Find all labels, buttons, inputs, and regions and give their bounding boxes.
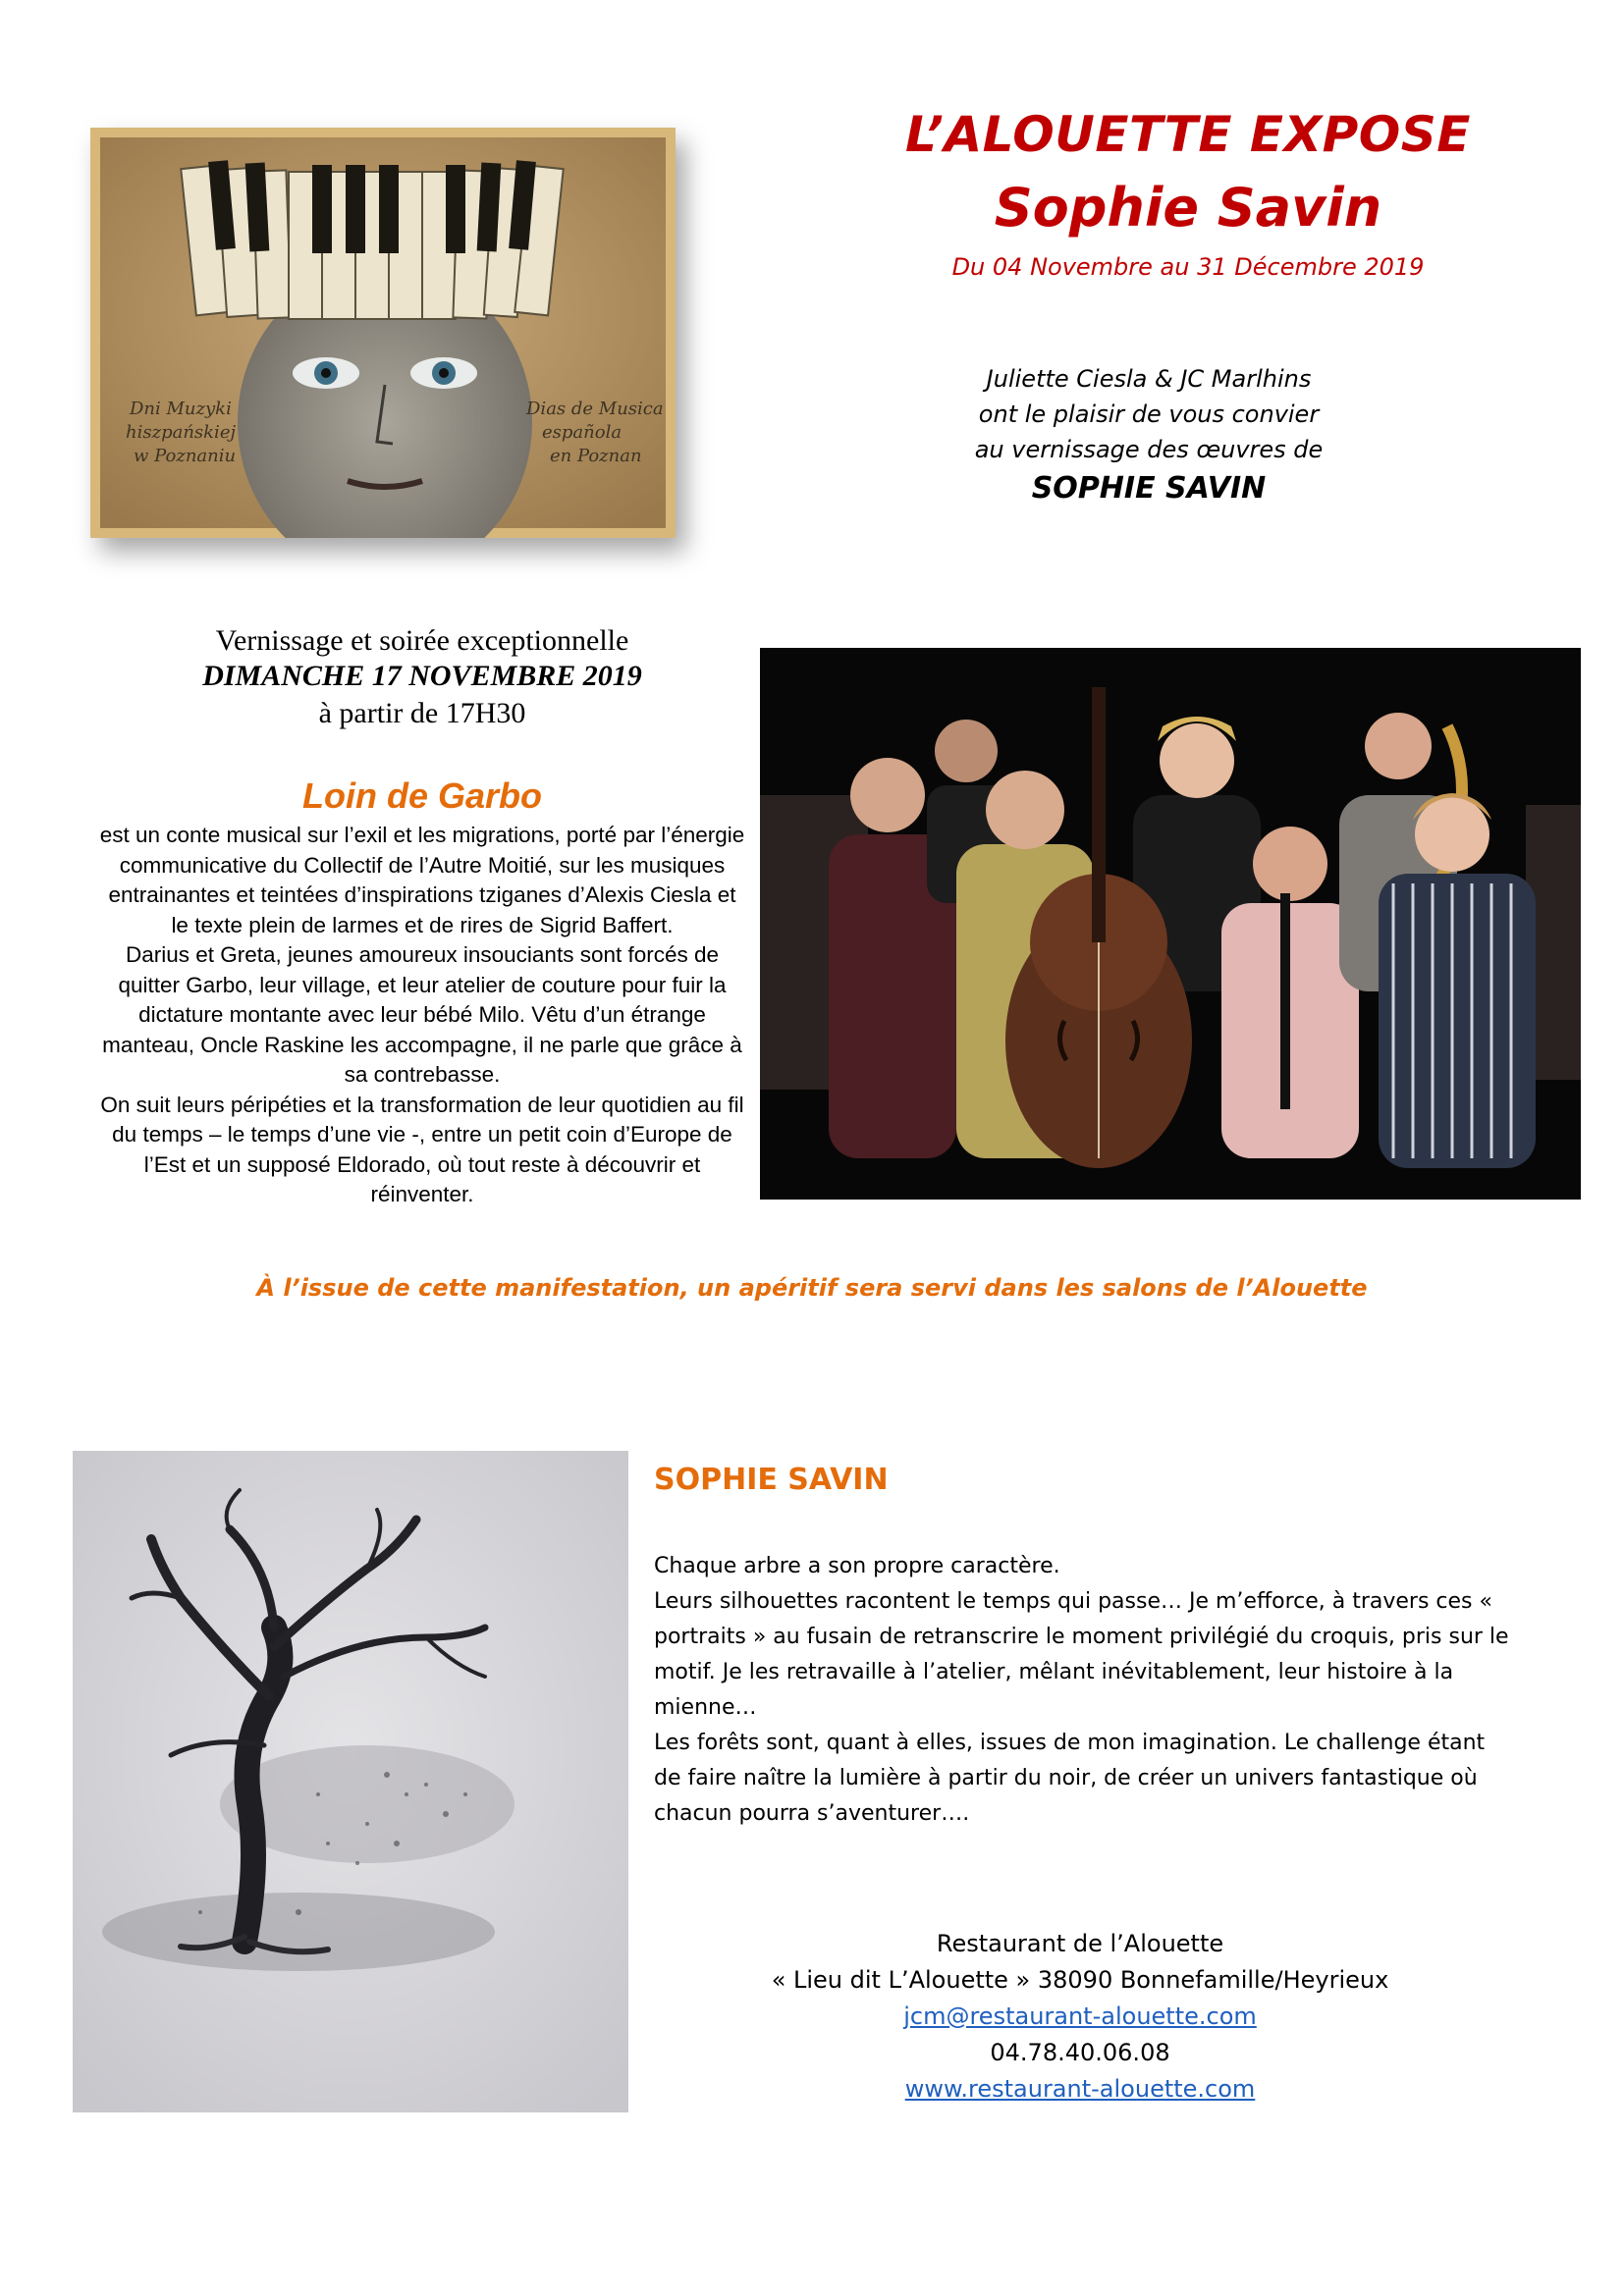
website-link[interactable]: www.restaurant-alouette.com bbox=[904, 2075, 1256, 2103]
email-link[interactable]: jcm@restaurant-alouette.com bbox=[903, 2002, 1257, 2030]
show-description bbox=[98, 821, 746, 1210]
tree-drawing bbox=[73, 1451, 628, 2112]
painting-piano-face bbox=[90, 128, 676, 538]
invitation-line: au vernissage des œuvres de bbox=[974, 436, 1324, 463]
exhibition-dates: Du 04 Novembre au 31 Décembre 2019 bbox=[951, 253, 1425, 281]
artist-statement-paragraph: Les forêts sont, quant à elles, issues de mon imagination. Le challenge étant de faire naître la lumière à partir du noir, de créer un univers fantastique où chacun pourra s’aventurer…. bbox=[654, 1731, 1486, 1826]
inscription-right: española bbox=[542, 422, 623, 443]
artist-statement-paragraph: Chaque arbre a son propre caractère. bbox=[654, 1554, 1060, 1578]
vernissage-date: DIMANCHE 17 NOVEMBRE 2019 bbox=[202, 660, 642, 692]
artist-statement bbox=[654, 1549, 1518, 1832]
artist-statement-paragraph: Leurs silhouettes racontent le temps qui passe… Je m’efforce, à travers ces « portraits » au fusain de retranscrire le moment privilégié du croquis, pris sur le motif. Je les retravaille à l’atelier, mêlant inévitablement, leur histoire à la mienne… bbox=[654, 1589, 1509, 1720]
aperitif-notice: À l’issue de cette manifestation, un apéritif sera servi dans les salons de l’Alouette bbox=[256, 1274, 1368, 1302]
inscription-left: Dni Muzyki bbox=[130, 399, 232, 419]
invitation-line: ont le plaisir de vous convier bbox=[978, 400, 1320, 428]
inscription-left: hiszpańskiej bbox=[126, 422, 237, 443]
vernissage-label: Vernissage et soirée exceptionnelle bbox=[215, 624, 629, 657]
inscription-right: Dias de Musica bbox=[526, 399, 664, 419]
invitation-hosts: Juliette Ciesla & JC Marlhins bbox=[986, 365, 1312, 393]
vernissage-time: à partir de 17H30 bbox=[318, 697, 526, 729]
phone-number: 04.78.40.06.08 bbox=[990, 2039, 1170, 2066]
inscription-left: w Poznaniu bbox=[134, 446, 237, 466]
invitation-text bbox=[864, 361, 1434, 467]
show-paragraph: est un conte musical sur l’exil et les migrations, porté par l’énergie communicative du Collectif de l’Autre Moitié, sur les musiques entrainantes et teintées d’inspirations tziganes d’Alexis Ciesla et le texte plein de larmes et de rires de Sigrid Baffert. bbox=[99, 823, 745, 937]
artist-section-title: SOPHIE SAVIN bbox=[654, 1463, 889, 1497]
artist-title: Sophie Savin bbox=[994, 177, 1382, 239]
show-title: Loin de Garbo bbox=[301, 775, 542, 816]
restaurant-address: « Lieu dit L’Alouette » 38090 Bonnefamille/Heyrieux bbox=[771, 1966, 1389, 1994]
invitation-artist: SOPHIE SAVIN bbox=[1031, 471, 1267, 506]
show-paragraph: Darius et Greta, jeunes amoureux insouciants sont forcés de quitter Garbo, leur village, et leur atelier de couture pour fuir la dictature montante avec leur bébé Milo. Vêtu d’un étrange manteau, Oncle Raskine les accompagne, il ne parle que grâce à sa contrebasse. bbox=[102, 942, 742, 1087]
inscription-right: en Poznan bbox=[550, 446, 642, 466]
show-paragraph: On suit leurs péripéties et la transformation de leur quotidien au fil du temps – le temps d’une vie -, entre un petit coin d’Europe de l’Est et un supposé Eldorado, où tout reste à découvrir et réinventer. bbox=[100, 1092, 744, 1206]
restaurant-name: Restaurant de l’Alouette bbox=[936, 1930, 1224, 1957]
band-photo bbox=[760, 648, 1581, 1200]
poster-title: L’ALOUETTE EXPOSE bbox=[905, 106, 1471, 163]
